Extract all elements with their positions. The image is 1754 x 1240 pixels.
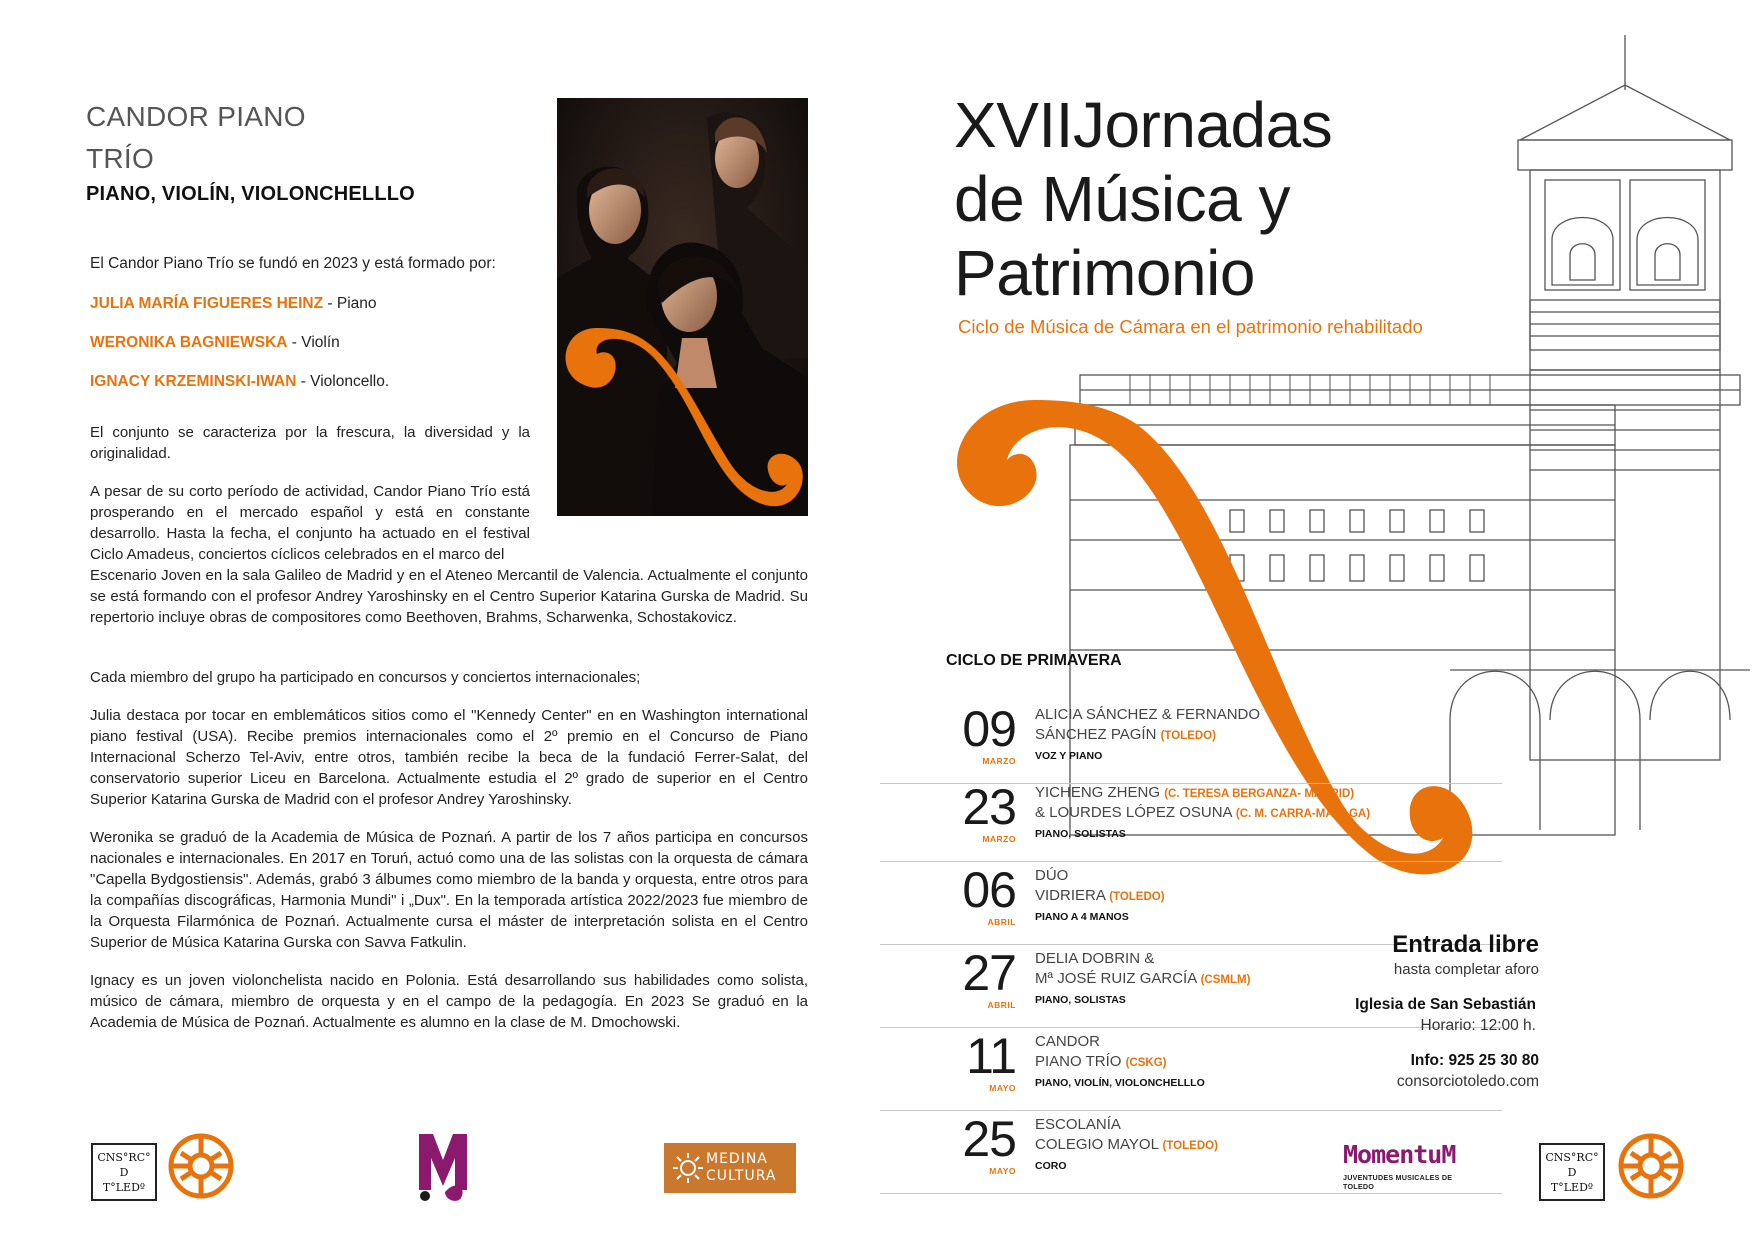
instruments-subtitle: PIANO, VIOLÍN, VIOLONCHELLLO bbox=[86, 183, 415, 205]
event-genre: CORO bbox=[1035, 1160, 1067, 1172]
para-ignacy: Ignacy es un joven violonchelista nacido en Polonia. Está desarrollando sus habilidades como solista, músico de cámara, miembro de orquesta y en el campo de la pedagogía. En 2023 Se graduó en la Academia de Música de Poznań. Actualmente es alumno en la clase de M. Dmochowski. bbox=[90, 972, 808, 1031]
event-genre: PIANO, VIOLÍN, VIOLONCHELLLO bbox=[1035, 1077, 1205, 1089]
para-international: Cada miembro del grupo ha participado en concursos y conciertos internacionales; bbox=[90, 669, 641, 686]
event-month: MARZO bbox=[982, 834, 1016, 844]
event-day: 25 bbox=[962, 1111, 1016, 1167]
event-genre: PIANO, SOLISTAS bbox=[1035, 994, 1126, 1006]
fhole-scroll-icon bbox=[557, 326, 808, 516]
event-item: 25 MAYO ESCOLANÍA COLEGIO MAYOL (TOLEDO) CORO bbox=[880, 1110, 1502, 1194]
member-julia: JULIA MARÍA FIGUERES HEINZ - Piano bbox=[90, 295, 377, 312]
event-item: 27 ABRIL DELIA DOBRIN & Mª JOSÉ RUIZ GARCÍA (CSMLM) PIANO, SOLISTAS bbox=[880, 944, 1502, 1028]
event-month: ABRIL bbox=[987, 1000, 1016, 1010]
schedule-time: Horario: 12:00 h. bbox=[1420, 1017, 1536, 1034]
para-history-a: A pesar de su corto período de actividad, Candor Piano Trío está prosperando en el mercado español y está en constante desarrollo. Hasta la fecha, el conjunto ha actuado en el festival Ciclo Amadeus, conciertos cíclicos celebrados en el marco del bbox=[90, 483, 530, 563]
event-month: MAYO bbox=[989, 1083, 1016, 1093]
intro-text: El Candor Piano Trío se fundó en 2023 y está formado por: bbox=[90, 255, 496, 272]
sun-icon bbox=[672, 1151, 704, 1185]
para-julia: Julia destaca por tocar en emblemáticos sitios como el "Kennedy Center" en en Washington international piano festival (USA). Recibe premios internacionales como el 2º premio en el Concurso de Piano Internacional Scherzo Tel-Aviv, entre otros, también recibe la beca de la fundació Ferrer-Salat, del conservatorio superior Liceu en Barcelona. Actualmente estudia el 2º grado de superior en el Centro Superior Katarina Gurska de Madrid con el profesor Andrey Yaroshinsky. bbox=[90, 707, 808, 808]
event-item: 23 MARZO YICHENG ZHENG (C. TERESA BERGANZA- MADRID) & LOURDES LÓPEZ OSUNA (C. M. CARRA-MÁLAGA) PIANO, SOLISTAS bbox=[880, 778, 1502, 862]
event-month: MARZO bbox=[982, 756, 1016, 766]
event-item: 09 MARZO ALICIA SÁNCHEZ & FERNANDO SÁNCHEZ PAGÍN (TOLEDO) VOZ Y PIANO bbox=[880, 700, 1502, 784]
event-day: 23 bbox=[962, 779, 1016, 835]
capacity-note: hasta completar aforo bbox=[1393, 961, 1539, 978]
event-month: MAYO bbox=[989, 1166, 1016, 1176]
event-day: 06 bbox=[962, 862, 1016, 918]
event-genre: VOZ Y PIANO bbox=[1035, 750, 1103, 762]
trio-photo bbox=[557, 98, 808, 516]
trio-title: CANDOR PIANO TRÍO bbox=[86, 101, 306, 174]
info-phone: Info: 925 25 30 80 bbox=[1410, 1052, 1539, 1069]
para-history-b: Escenario Joven en la sala Galileo de Madrid y en el Ateneo Mercantil de Valencia. Actualmente el conjunto se está formando con el profesor Andrey Yaroshinsky en el Centro Superior Katarina Gurska de Madrid. Su repertorio incluye obras de compositores como Beethoven, Brahms, Scharwenka, Schostakovicz. bbox=[90, 567, 808, 626]
para-character: El conjunto se caracteriza por la frescura, la diversidad y la originalidad. bbox=[90, 424, 530, 462]
festival-title: XVIIJornadas de Música y Patrimonio bbox=[954, 89, 1333, 309]
m-logo-icon bbox=[415, 1130, 471, 1202]
para-weronika: Weronika se graduó de la Academia de Música de Poznań. A partir de los 7 años participa en concursos nacionales e internacionales. En 2017 en Toruń, actuó como una de las solistas con la orquesta de cámara "Capella Bydgostiensis". Además, grabó 3 álbumes como miembro de la banda y orquesta, entre otros para la compañías discográficas, Harmonia Mundi" i „Dux". En la temporada artística 2022/2023 fue miembro de la Orquesta Filarmónica de Poznań. Actualmente cursa el máster de interpretación solista en el Centro Superior de Música Katarina Gurska con Savva Fatkulin. bbox=[90, 829, 808, 951]
consorcio-logo-left: CNS°RC° D T°LEDº bbox=[91, 1143, 157, 1201]
event-item: 11 MAYO CANDOR PIANO TRÍO (CSKG) PIANO, VIOLÍN, VIOLONCHELLLO bbox=[880, 1027, 1502, 1111]
event-genre: PIANO A 4 MANOS bbox=[1035, 911, 1129, 923]
event-day: 09 bbox=[962, 701, 1016, 757]
momentum-logo: MomentuM JUVENTUDES MUSICALES DE TOLEDO bbox=[1343, 1140, 1456, 1191]
member-weronika: WERONIKA BAGNIEWSKA - Violín bbox=[90, 334, 340, 351]
event-month: ABRIL bbox=[987, 917, 1016, 927]
consorcio-logo-right: CNS°RC° D T°LEDº bbox=[1539, 1143, 1605, 1201]
event-day: 27 bbox=[962, 945, 1016, 1001]
member-ignacy: IGNACY KRZEMINSKI-IWAN - Violoncello. bbox=[90, 373, 390, 390]
cycle-label: CICLO DE PRIMAVERA bbox=[946, 652, 1122, 669]
medina-cultura-logo: MEDINA CULTURA bbox=[664, 1143, 796, 1193]
knot-logo-right-icon bbox=[1618, 1133, 1684, 1199]
free-entry-heading: Entrada libre bbox=[1392, 931, 1539, 958]
venue-name: Iglesia de San Sebastián bbox=[1355, 996, 1536, 1013]
website-link[interactable]: consorciotoledo.com bbox=[1396, 1073, 1539, 1090]
event-day: 11 bbox=[966, 1028, 1016, 1084]
event-genre: PIANO, SOLISTAS bbox=[1035, 828, 1126, 840]
knot-logo-left-icon bbox=[168, 1133, 234, 1199]
festival-tagline: Ciclo de Música de Cámara en el patrimonio rehabilitado bbox=[958, 316, 1423, 337]
event-item: 06 ABRIL DÚO VIDRIERA (TOLEDO) PIANO A 4 MANOS bbox=[880, 861, 1502, 945]
